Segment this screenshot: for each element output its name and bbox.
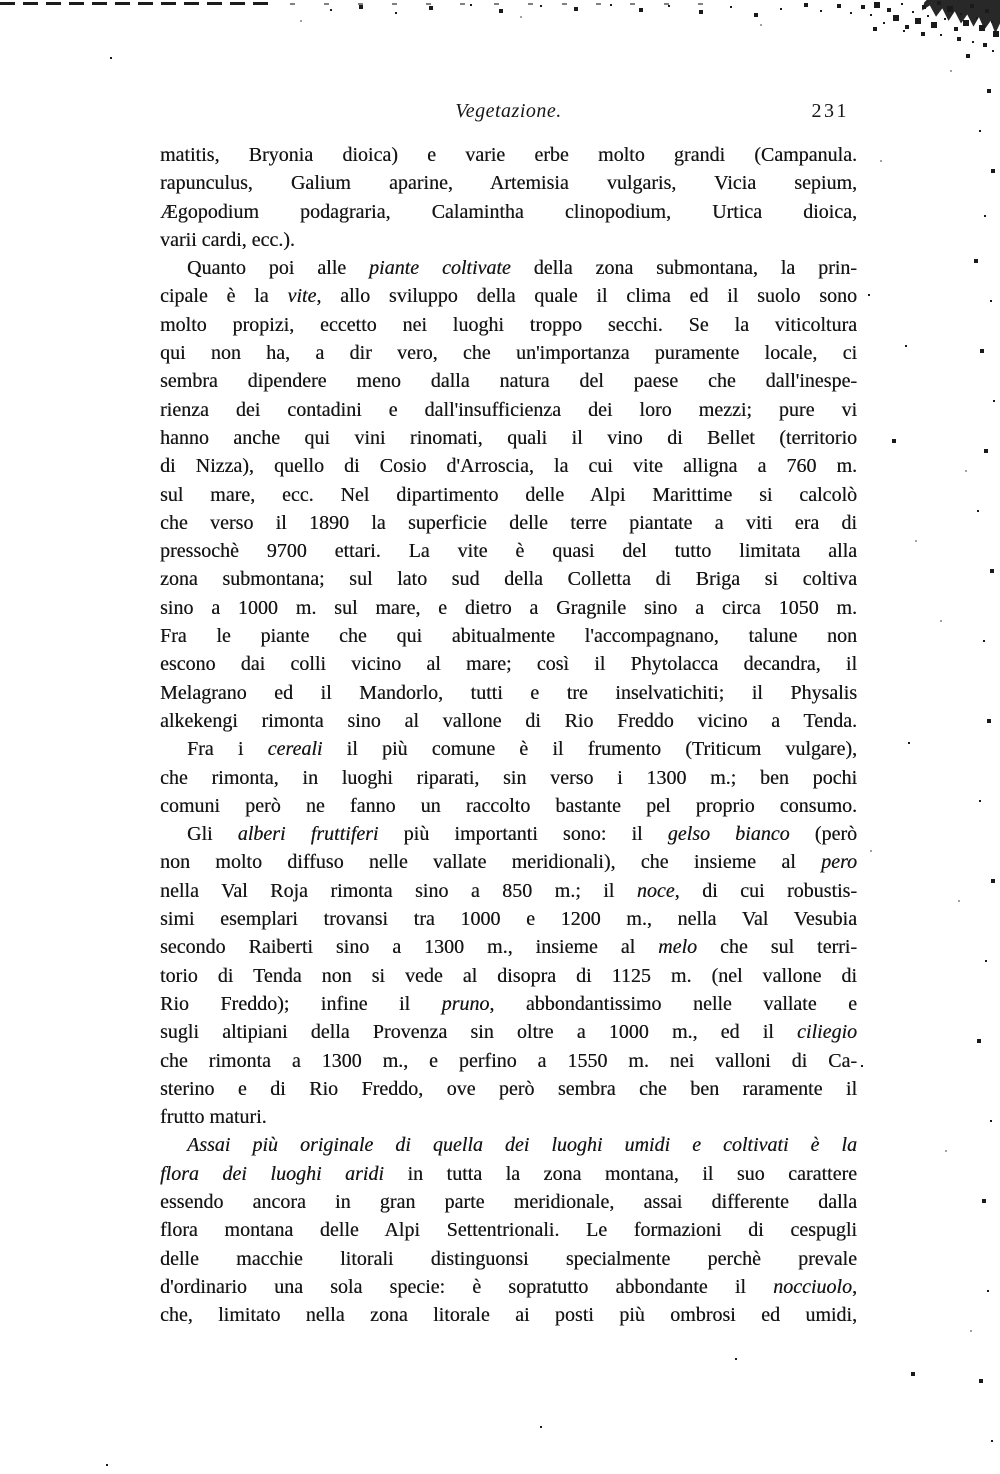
text-line — [160, 169, 857, 197]
italic-text: flora dei luoghi aridi — [160, 1162, 384, 1185]
body-text: il più comune è il frumento (Triticum vulgare), — [322, 738, 857, 761]
text-line — [160, 1273, 857, 1301]
body-text: secondo Raiberti sino a 1300 m., insieme al — [160, 936, 659, 959]
body-text: molto propizi, eccetto nei luoghi troppo secchi. Se la viticoltura — [160, 313, 857, 336]
body-text: hanno anche qui vini rinomati, quali il vino di Bellet (territorio — [160, 426, 857, 449]
body-text: sul mare, ecc. Nel dipartimento delle Alpi Marittime si calcolò — [160, 483, 857, 506]
italic-text: pero — [821, 851, 857, 874]
page-number: 231 — [811, 100, 849, 122]
body-text: che sul terri- — [697, 936, 857, 959]
body-text: (però — [789, 823, 857, 846]
text-line — [160, 990, 857, 1018]
body-text: matitis, Bryonia dioica) e varie erbe molto grandi (Campanula. — [160, 144, 857, 166]
text-line — [160, 141, 857, 169]
body-text: in tutta la zona montana, il suo carattere — [383, 1162, 857, 1185]
body-text: rapunculus, Galium aparine, Artemisia vulgaris, Vicia sepium, — [160, 172, 857, 195]
text-line — [160, 707, 857, 735]
scan-noise-top-dots — [290, 3, 720, 5]
italic-text: vite — [287, 285, 317, 308]
body-text: , — [852, 1275, 857, 1298]
text-line — [160, 905, 857, 933]
body-text: sugli altipiani della Provenza sin oltre a 1000 m., ed il — [160, 1021, 798, 1044]
italic-text: nocciuolo — [773, 1275, 852, 1298]
text-line — [160, 424, 857, 452]
text-line — [160, 1018, 857, 1046]
body-text: più importanti sono: il — [378, 823, 668, 846]
text-line — [160, 565, 857, 593]
text-line — [160, 650, 857, 678]
body-text: varii cardi, ecc.). — [160, 228, 295, 251]
text-line — [160, 622, 857, 650]
body-text: che rimonta a 1300 m., e perfino a 1550 m. nei valloni di Ca- — [160, 1049, 857, 1072]
body-text: , abbondantissimo nelle vallate e — [489, 992, 857, 1015]
body-text: , allo sviluppo della quale il clima ed il suolo sono — [316, 285, 857, 308]
text-line — [160, 933, 857, 961]
body-text: Melagrano ed il Mandorlo, tutti e tre inselvatichiti; il Physalis — [160, 681, 857, 704]
text-line — [160, 311, 857, 339]
body-text: Quanto poi alle — [187, 257, 370, 280]
text-line — [160, 1216, 857, 1244]
text-line — [160, 1075, 857, 1103]
body-text: qui non ha, a dir vero, che un'importanza puramente locale, ci — [160, 342, 857, 365]
body-text: cipale è la — [160, 285, 288, 308]
text-line — [160, 452, 857, 480]
italic-text: ciliegio — [797, 1021, 857, 1044]
body-text: rienza dei contadini e dall'insufficienza dei loro mezzi; pure vi — [160, 398, 857, 421]
text-line — [160, 198, 857, 226]
body-text: comuni però ne fanno un raccolto bastante pel proprio consumo. — [160, 794, 857, 817]
text-line — [160, 848, 857, 876]
body-text: d'ordinario una sola specie: è sopratutto abbondante il — [160, 1275, 774, 1298]
italic-text: alberi fruttiferi — [237, 823, 379, 846]
text-line — [160, 367, 857, 395]
text-line — [160, 764, 857, 792]
body-text: torio di Tenda non si vede al disopra di 1125 m. (nel vallone di — [160, 964, 857, 987]
scan-noise-top-dashes — [0, 2, 272, 5]
body-text: escono dai colli vicino al mare; così il Phytolacca decandra, il — [160, 653, 857, 676]
text-line — [160, 396, 857, 424]
text-line — [160, 962, 857, 990]
italic-text: melo — [658, 936, 698, 959]
body-text: che verso il 1890 la superficie delle terre piantate a viti era di — [160, 511, 857, 534]
body-text: essendo ancora in gran parte meridionale, assai differente dalla — [160, 1190, 857, 1213]
italic-text: gelso bianco — [667, 823, 790, 846]
body-text: delle macchie litorali distinguonsi specialmente perchè prevale — [160, 1247, 857, 1270]
body-text: sino a 1000 m. sul mare, e dietro a Gragnile sino a circa 1050 m. — [160, 596, 857, 619]
italic-text: pruno — [441, 992, 490, 1015]
italic-text: noce — [636, 879, 675, 902]
body-text: Gli — [187, 823, 238, 846]
body-text: simi esemplari trovansi tra 1000 e 1200 m., nella Val Vesubia — [160, 908, 857, 931]
text-line — [160, 481, 857, 509]
text-line — [160, 509, 857, 537]
body-text: zona submontana; sul lato sud della Colletta di Briga si coltiva — [160, 568, 857, 591]
body-text: della zona submontana, la prin- — [510, 257, 857, 280]
body-text: non molto diffuso nelle vallate meridionali), che insieme al — [160, 851, 822, 874]
text-line — [160, 1047, 857, 1075]
body-text: Fra le piante che qui abitualmente l'accompagnano, talune non — [160, 625, 857, 648]
italic-text: cereali — [267, 738, 323, 761]
body-text: che rimonta, in luoghi riparati, sin verso i 1300 m.; ben pochi — [160, 766, 857, 789]
italic-text: Assai più originale di quella dei luoghi umidi e coltivati è la — [187, 1134, 857, 1157]
scan-noise-speckles-faint — [0, 0, 2, 2]
text-line — [160, 877, 857, 905]
text-line — [160, 254, 857, 282]
text-line — [160, 339, 857, 367]
body-text: alkekengi rimonta sino al vallone di Rio Freddo vicino a Tenda. — [160, 709, 857, 732]
text-line — [160, 282, 857, 310]
body-text: sembra dipendere meno dalla natura del paese che dall'inespe- — [160, 370, 857, 393]
body-text: Fra i — [187, 738, 268, 761]
text-line — [160, 594, 857, 622]
page-title: Vegetazione. — [455, 100, 562, 122]
text-line — [160, 1301, 857, 1329]
body-text: che, limitato nella zona litorale ai posti più ombrosi ed umidi, — [160, 1304, 857, 1327]
body-text: Ægopodium podagraria, Calamintha clinopodium, Urtica dioica, — [160, 200, 857, 223]
body-text: frutto maturi. — [160, 1106, 267, 1129]
italic-text: piante coltivate — [369, 257, 511, 280]
text-line — [160, 537, 857, 565]
body-text: pressochè 9700 ettari. La vite è quasi del tutto limitata alla — [160, 540, 857, 563]
body-text: , di cui robustis- — [674, 879, 857, 902]
text-block — [160, 141, 857, 1329]
text-line — [160, 679, 857, 707]
scan-noise-corner-blob — [922, 0, 1000, 38]
text-line — [160, 1103, 857, 1131]
text-line — [160, 1131, 857, 1159]
body-text: flora montana delle Alpi Settentrionali. Le formazioni di cespugli — [160, 1219, 857, 1242]
text-line — [160, 1245, 857, 1273]
body-text: Rio Freddo); infine il — [160, 992, 442, 1015]
text-line — [160, 820, 857, 848]
running-header — [160, 100, 857, 130]
text-line — [160, 1188, 857, 1216]
body-text: nella Val Roja rimonta sino a 850 m.; il — [160, 879, 637, 902]
text-line — [160, 1160, 857, 1188]
body-text: di Nizza), quello di Cosio d'Arroscia, la cui vite alligna a 760 m. — [160, 455, 857, 478]
text-line — [160, 226, 857, 254]
text-line — [160, 735, 857, 763]
body-text: sterino e di Rio Freddo, ove però sembra che ben raramente il — [160, 1077, 857, 1100]
text-line — [160, 792, 857, 820]
